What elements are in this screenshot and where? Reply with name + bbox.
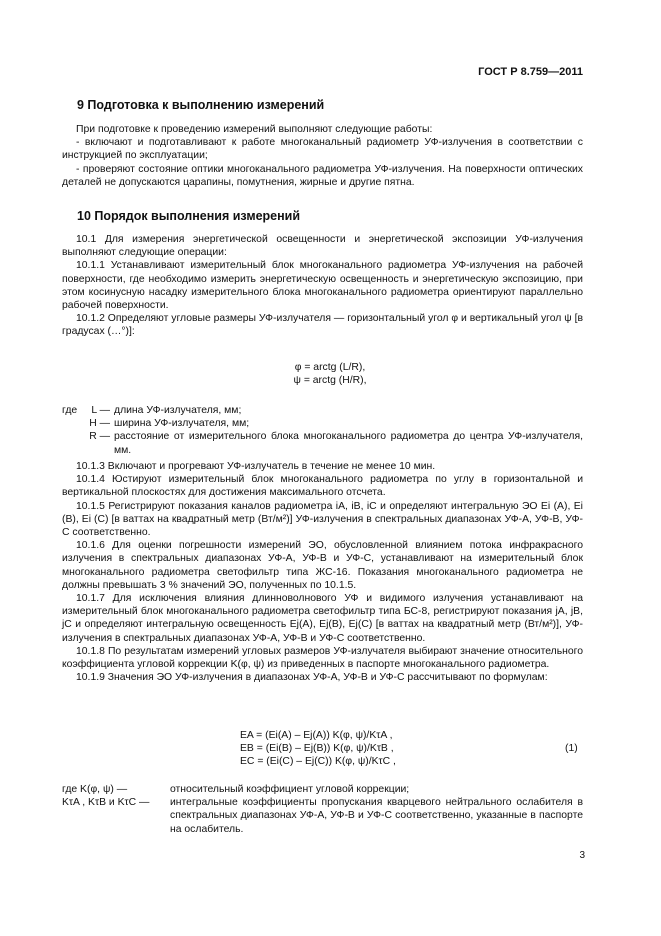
clause-10-1-8: 10.1.8 По результатам измерений угловых размеров УФ-излучателя выбирают значение относительного коэффициента угловой коррекции K(φ, ψ) из приведенных в паспорте многоканального радиометра. — [62, 645, 583, 671]
definition-symbol: R — — [89, 431, 110, 443]
clause-10-1-1: 10.1.1 Устанавливают измерительный блок многоканального радиометра УФ-излучения на рабочей поверхности, где необходимо измерить энергетическую освещенность и энергетическую экспозицию, при этом косинусную насадку измерительного блока многоканального радиометра ориентируют параллельно рабочей поверхности. — [62, 260, 583, 312]
document-header: ГОСТ Р 8.759—2011 — [478, 66, 583, 78]
formula-phi: φ = arctg (L/R), — [294, 362, 366, 373]
clause-10-1-3: 10.1.3 Включают и прогревают УФ-излучатель в течение не менее 10 мин. — [76, 461, 436, 472]
clause-10-1-4: 10.1.4 Юстируют измерительный блок многоканального радиометра по углу в горизонтальной и вертикальной плоскостях для достижения максимального отсчета. — [62, 474, 583, 499]
clause-10-1-7: 10.1.7 Для исключения влияния длинноволнового УФ и видимого излучения устанавливают на измерительный блок многоканального радиометра светофильтр типа БС-8, регистрируют показания jA, jB, jC и определяют интегральную освещенность Ej(A), Ej(B), Ej(C) [в ваттах на квадратный метр (Вт/м²)], УФ-излучения в спектральных диапазонах УФ-А, УФ-В и УФ-С соответственно. — [62, 593, 583, 644]
section-9-paragraph: - проверяют состояние оптики многоканального радиометра УФ-излучения. На поверхности оптических деталей не допускаются царапины, помутнения, жирные и другие пятна. — [62, 163, 583, 188]
angle-formulas — [230, 361, 430, 387]
clause-10-1-6: 10.1.6 Для оценки погрешности измерений ЭО, обусловленной влиянием потока инфракрасного излучения в спектральных диапазонах УФ-А, УФ-В и УФ-С, устанавливают на измерительный блок многоканального радиометра светофильтр типа ЖС-16. Показания многоканального радиометра не должны превышать 3 % значений ЭО, полученных по 10.1.5. — [62, 540, 583, 591]
clause-10-1-5: 10.1.5 Регистрируют показания каналов радиометра iA, iB, iC и определяют интегральную ЭО Ei (A), Ei (B), Ei (C) [в ваттах на квадратный метр (Вт/м²)] УФ-излучения в спектральных диапазонах УФ-А, УФ-В, УФ-С соответственно. — [62, 500, 583, 539]
definition-row — [62, 417, 583, 430]
definition-symbol: H — — [89, 418, 110, 430]
definition-symbol: где K(φ, ψ) — — [62, 784, 128, 795]
section-9-paragraph: - включают и подготавливают к работе многоканальный радиометр УФ-излучения в соответствии с инструкцией по эксплуатации; — [62, 137, 583, 162]
definition-text: ширина УФ-излучателя, мм; — [114, 418, 250, 430]
definition-row — [62, 404, 583, 417]
definition-text: расстояние от измерительного блока многоканального радиометра до центра УФ-излучателя, мм. — [114, 431, 583, 456]
definition-row — [62, 796, 583, 836]
section-9-title: 9 Подготовка к выполнению измерений — [77, 98, 325, 112]
section-9-paragraph: При подготовке к проведению измерений выполняют следующие работы: — [76, 124, 433, 135]
section-10-body-top — [62, 233, 583, 339]
clause-10-1-2: 10.1.2 Определяют угловые размеры УФ-излучателя — горизонтальный угол φ и вертикальный угол ψ [в градусах (…°)]: — [62, 313, 583, 338]
formula-psi: ψ = arctg (H/R), — [293, 375, 367, 387]
clause-10-1-9: 10.1.9 Значения ЭО УФ-излучения в диапазонах УФ-А, УФ-В и УФ-С рассчитывают по формулам: — [76, 672, 548, 684]
section-10-body-middle — [62, 460, 583, 684]
definition-text: относительный коэффициент угловой коррекции; — [170, 784, 410, 795]
equation-number: (1) — [565, 743, 578, 754]
definition-symbol: L — — [91, 405, 110, 416]
symbol-definitions — [62, 404, 583, 457]
definition-row — [62, 783, 583, 796]
section-10-title: 10 Порядок выполнения измерений — [77, 209, 301, 223]
definition-row — [62, 430, 583, 456]
coefficient-definitions — [62, 783, 583, 836]
equation-c: EC = (Ei(C) – Ej(C)) K(φ, ψ)/KτC , — [240, 756, 396, 768]
clause-10-1: 10.1 Для измерения энергетической освещенности и энергетической экспозиции УФ-излучения выполняют следующие операции: — [62, 234, 583, 259]
equations-block — [240, 729, 396, 769]
definition-text: интегральные коэффициенты пропускания кварцевого нейтрального ослабителя в спектральных диапазонах УФ-А, УФ-В и УФ-С соответственно, указанные в паспорте на ослабитель. — [170, 797, 583, 835]
equation-a: EA = (Ei(A) – Ej(A)) K(φ, ψ)/KτA , — [240, 730, 393, 741]
definition-text: длина УФ-излучателя, мм; — [114, 405, 242, 416]
definition-symbol: KτA , KτB и KτC — — [62, 797, 150, 809]
section-9-body — [62, 123, 583, 189]
where-label: где — [62, 405, 78, 416]
equation-b: EB = (Ei(B) – Ej(B)) K(φ, ψ)/KτB , — [240, 743, 394, 755]
page-number: 3 — [579, 850, 585, 861]
